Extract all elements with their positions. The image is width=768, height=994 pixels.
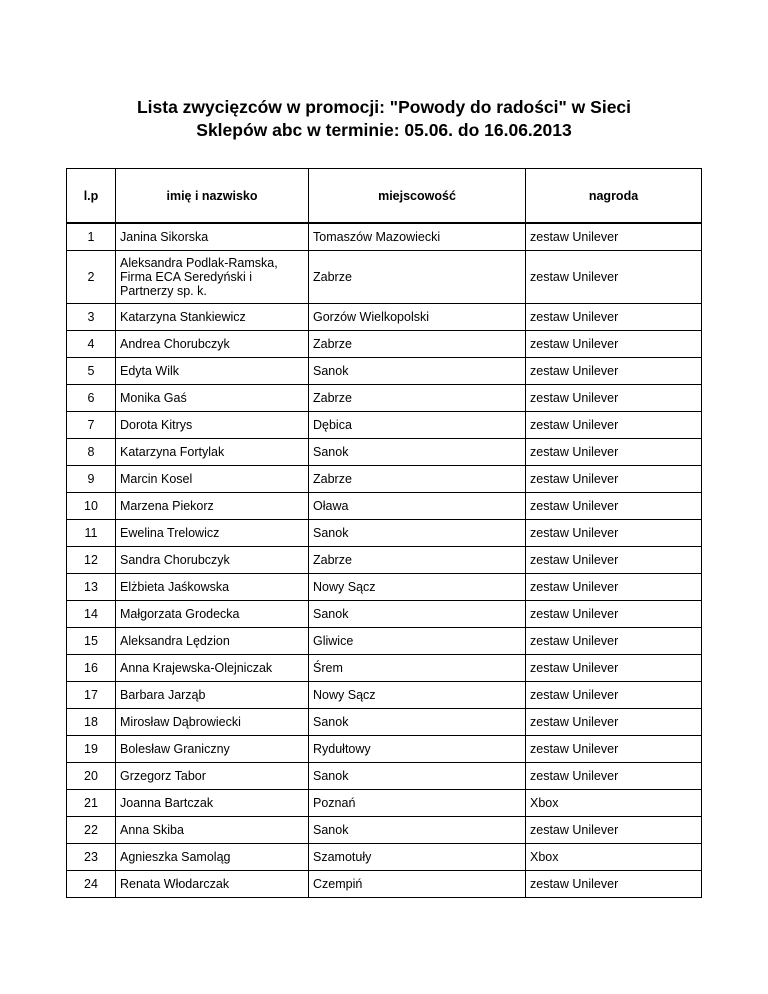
cell-prize: zestaw Unilever <box>526 466 702 493</box>
cell-lp: 21 <box>67 790 116 817</box>
cell-name: Dorota Kitrys <box>116 412 309 439</box>
cell-prize: zestaw Unilever <box>526 304 702 331</box>
cell-name: Katarzyna Stankiewicz <box>116 304 309 331</box>
table-row <box>67 331 702 358</box>
table-header-row <box>67 169 702 224</box>
cell-prize: zestaw Unilever <box>526 358 702 385</box>
table-row <box>67 385 702 412</box>
cell-prize: zestaw Unilever <box>526 628 702 655</box>
header-name: imię i nazwisko <box>116 169 309 224</box>
cell-lp: 12 <box>67 547 116 574</box>
cell-prize: zestaw Unilever <box>526 682 702 709</box>
cell-name: Anna Krajewska-Olejniczak <box>116 655 309 682</box>
table-row <box>67 709 702 736</box>
cell-prize: Xbox <box>526 844 702 871</box>
title-line-2: Sklepów abc w terminie: 05.06. do 16.06.2013 <box>196 120 572 140</box>
table-row <box>67 817 702 844</box>
cell-name: Aleksandra Podlak-Ramska, Firma ECA Seredyński i Partnerzy sp. k. <box>116 251 309 304</box>
table-row <box>67 251 702 304</box>
cell-name: Anna Skiba <box>116 817 309 844</box>
cell-name: Janina Sikorska <box>116 223 309 251</box>
cell-city: Szamotuły <box>309 844 526 871</box>
cell-city: Śrem <box>309 655 526 682</box>
cell-city: Zabrze <box>309 547 526 574</box>
cell-city: Rydułtowy <box>309 736 526 763</box>
header-lp: l.p <box>67 169 116 224</box>
cell-lp: 1 <box>67 223 116 251</box>
cell-lp: 10 <box>67 493 116 520</box>
cell-prize: zestaw Unilever <box>526 817 702 844</box>
cell-city: Sanok <box>309 439 526 466</box>
table-row <box>67 358 702 385</box>
cell-name: Agnieszka Samoląg <box>116 844 309 871</box>
cell-city: Gorzów Wielkopolski <box>309 304 526 331</box>
cell-city: Gliwice <box>309 628 526 655</box>
cell-lp: 8 <box>67 439 116 466</box>
cell-name: Katarzyna Fortylak <box>116 439 309 466</box>
cell-name: Barbara Jarząb <box>116 682 309 709</box>
cell-prize: zestaw Unilever <box>526 385 702 412</box>
cell-lp: 18 <box>67 709 116 736</box>
table-row <box>67 412 702 439</box>
cell-name: Renata Włodarczak <box>116 871 309 898</box>
cell-prize: zestaw Unilever <box>526 493 702 520</box>
cell-prize: zestaw Unilever <box>526 547 702 574</box>
table-row <box>67 655 702 682</box>
cell-prize: zestaw Unilever <box>526 412 702 439</box>
cell-prize: zestaw Unilever <box>526 709 702 736</box>
cell-city: Zabrze <box>309 251 526 304</box>
table-row <box>67 493 702 520</box>
cell-lp: 16 <box>67 655 116 682</box>
cell-prize: zestaw Unilever <box>526 655 702 682</box>
cell-city: Sanok <box>309 763 526 790</box>
cell-name: Monika Gaś <box>116 385 309 412</box>
cell-name: Edyta Wilk <box>116 358 309 385</box>
cell-lp: 17 <box>67 682 116 709</box>
table-row <box>67 844 702 871</box>
cell-prize: zestaw Unilever <box>526 439 702 466</box>
table-row <box>67 223 702 251</box>
cell-name: Aleksandra Lędzion <box>116 628 309 655</box>
cell-city: Czempiń <box>309 871 526 898</box>
table-row <box>67 304 702 331</box>
title-line-1: Lista zwycięzców w promocji: "Powody do radości" w Sieci <box>136 97 632 117</box>
cell-lp: 6 <box>67 385 116 412</box>
cell-name: Joanna Bartczak <box>116 790 309 817</box>
table-body <box>67 223 702 898</box>
cell-city: Sanok <box>309 358 526 385</box>
cell-city: Zabrze <box>309 466 526 493</box>
cell-lp: 19 <box>67 736 116 763</box>
cell-city: Zabrze <box>309 385 526 412</box>
cell-prize: zestaw Unilever <box>526 223 702 251</box>
cell-lp: 11 <box>67 520 116 547</box>
cell-prize: zestaw Unilever <box>526 736 702 763</box>
table-row <box>67 466 702 493</box>
cell-name: Elżbieta Jaśkowska <box>116 574 309 601</box>
table-row <box>67 520 702 547</box>
table-row <box>67 601 702 628</box>
cell-city: Nowy Sącz <box>309 682 526 709</box>
cell-lp: 14 <box>67 601 116 628</box>
cell-city: Tomaszów Mazowiecki <box>309 223 526 251</box>
cell-lp: 2 <box>67 251 116 304</box>
cell-lp: 22 <box>67 817 116 844</box>
cell-lp: 24 <box>67 871 116 898</box>
cell-prize: zestaw Unilever <box>526 520 702 547</box>
document-title <box>60 96 708 142</box>
cell-lp: 9 <box>67 466 116 493</box>
cell-lp: 20 <box>67 763 116 790</box>
header-prize: nagroda <box>526 169 702 224</box>
cell-name: Andrea Chorubczyk <box>116 331 309 358</box>
cell-name: Mirosław Dąbrowiecki <box>116 709 309 736</box>
header-city: miejscowość <box>309 169 526 224</box>
table-row <box>67 547 702 574</box>
cell-name: Ewelina Trelowicz <box>116 520 309 547</box>
cell-lp: 5 <box>67 358 116 385</box>
cell-city: Dębica <box>309 412 526 439</box>
table-row <box>67 871 702 898</box>
cell-city: Sanok <box>309 520 526 547</box>
cell-lp: 4 <box>67 331 116 358</box>
cell-lp: 23 <box>67 844 116 871</box>
cell-prize: Xbox <box>526 790 702 817</box>
cell-prize: zestaw Unilever <box>526 574 702 601</box>
winners-table <box>66 168 702 898</box>
cell-city: Nowy Sącz <box>309 574 526 601</box>
table-row <box>67 736 702 763</box>
cell-city: Sanok <box>309 709 526 736</box>
cell-city: Zabrze <box>309 331 526 358</box>
cell-name: Sandra Chorubczyk <box>116 547 309 574</box>
table-row <box>67 682 702 709</box>
cell-prize: zestaw Unilever <box>526 763 702 790</box>
cell-lp: 3 <box>67 304 116 331</box>
cell-name: Grzegorz Tabor <box>116 763 309 790</box>
cell-prize: zestaw Unilever <box>526 331 702 358</box>
cell-prize: zestaw Unilever <box>526 601 702 628</box>
cell-city: Sanok <box>309 601 526 628</box>
cell-name: Małgorzata Grodecka <box>116 601 309 628</box>
table-row <box>67 763 702 790</box>
cell-city: Poznań <box>309 790 526 817</box>
table-row <box>67 439 702 466</box>
cell-name: Marzena Piekorz <box>116 493 309 520</box>
table-row <box>67 790 702 817</box>
cell-city: Oława <box>309 493 526 520</box>
cell-lp: 7 <box>67 412 116 439</box>
cell-prize: zestaw Unilever <box>526 871 702 898</box>
cell-lp: 13 <box>67 574 116 601</box>
cell-city: Sanok <box>309 817 526 844</box>
cell-name: Bolesław Graniczny <box>116 736 309 763</box>
table-row <box>67 628 702 655</box>
table-row <box>67 574 702 601</box>
cell-lp: 15 <box>67 628 116 655</box>
cell-prize: zestaw Unilever <box>526 251 702 304</box>
cell-name: Marcin Kosel <box>116 466 309 493</box>
